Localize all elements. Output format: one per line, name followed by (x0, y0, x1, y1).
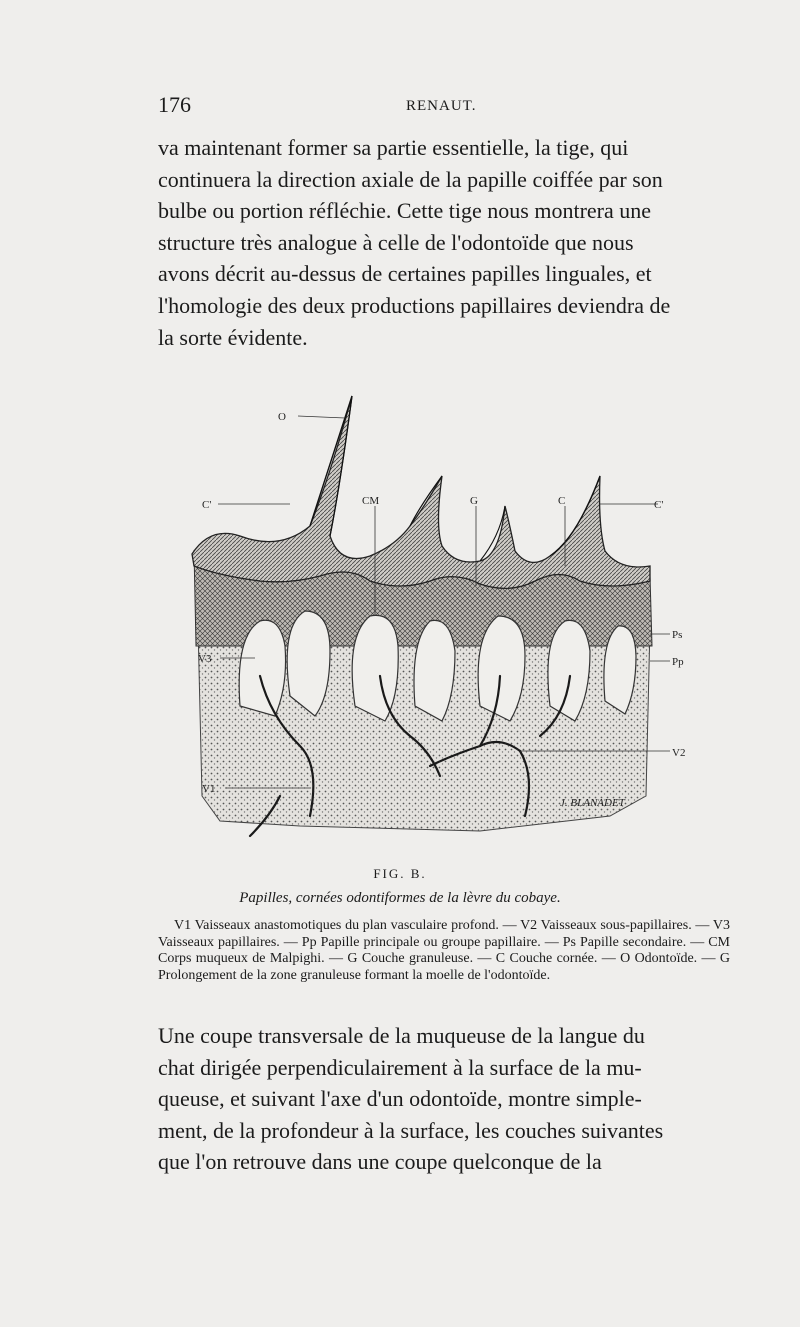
body-paragraph-bottom (158, 1020, 730, 1178)
figure-label-ps: Ps (672, 629, 683, 641)
text-line: l'homologie des deux productions papillaires deviendra de (158, 292, 671, 318)
figure-label-g: G (470, 495, 478, 507)
body-paragraph-top (158, 132, 730, 353)
text-line: chat dirigée perpendiculairement à la surface de la mu- (158, 1054, 642, 1080)
figure-legend (158, 918, 730, 984)
figure-label-v3: V3 (198, 653, 212, 665)
text-line: bulbe ou portion réfléchie. Cette tige nous montrera une (158, 198, 652, 224)
figure-label-v1: V1 (202, 783, 216, 795)
text-line: ment, de la profondeur à la surface, les couches suivantes (158, 1117, 664, 1143)
text-line: continuera la direction axiale de la papille coiffée par son (158, 166, 663, 192)
figure-label-c: C (558, 495, 566, 507)
page-header (158, 92, 730, 122)
text-line: structure très analogue à celle de l'odontoïde que nous (158, 229, 634, 255)
text-line: avons décrit au-dessus de certaines papilles linguales, et (158, 261, 652, 287)
figure-caption-title: Papilles, cornées odontiformes de la lèvre du cobaye. (239, 890, 561, 906)
figure-label-cm: CM (362, 495, 380, 507)
legend-text: V1 Vaisseaux anastomotiques du plan vasculaire profond. — V2 Vaisseaux sous-papillaires. — V3 Vaisseaux papillaires. — Pp Papille principale ou groupe papillaire. — Ps Papille secondaire. — CM Corps muqueux de Malpighi. — G Couche granuleuse. — C Couche cornée. — O Odontoïde. — G Prolongement de la zone granuleuse formant la moelle de l'odontoïde. (158, 918, 730, 983)
engraving-drawing (180, 376, 700, 866)
histology-engraving (180, 376, 700, 866)
figure-label-pp: Pp (672, 656, 684, 668)
engraver-signature: J. BLANADET (560, 797, 625, 809)
text-line: Une coupe transversale de la muqueuse de la langue du (158, 1023, 645, 1048)
figure-label-c-right: C' (654, 499, 664, 511)
figure-label-o: O (278, 411, 286, 423)
running-head: RENAUT. (406, 98, 477, 114)
figure-label-v2: V2 (672, 747, 686, 759)
figure-number: FIG. B. (373, 866, 427, 881)
page-number: 176 (158, 92, 191, 117)
text-line: va maintenant former sa partie essentielle, la tige, qui (158, 135, 629, 160)
text-line: queuse, et suivant l'axe d'un odontoïde, montre simple- (158, 1086, 642, 1112)
figure-label-c-left: C' (202, 499, 212, 511)
horny-layer (192, 396, 650, 588)
text-line: la sorte évidente. (158, 324, 308, 350)
text-line: que l'on retrouve dans une coupe quelconque de la (158, 1149, 602, 1175)
